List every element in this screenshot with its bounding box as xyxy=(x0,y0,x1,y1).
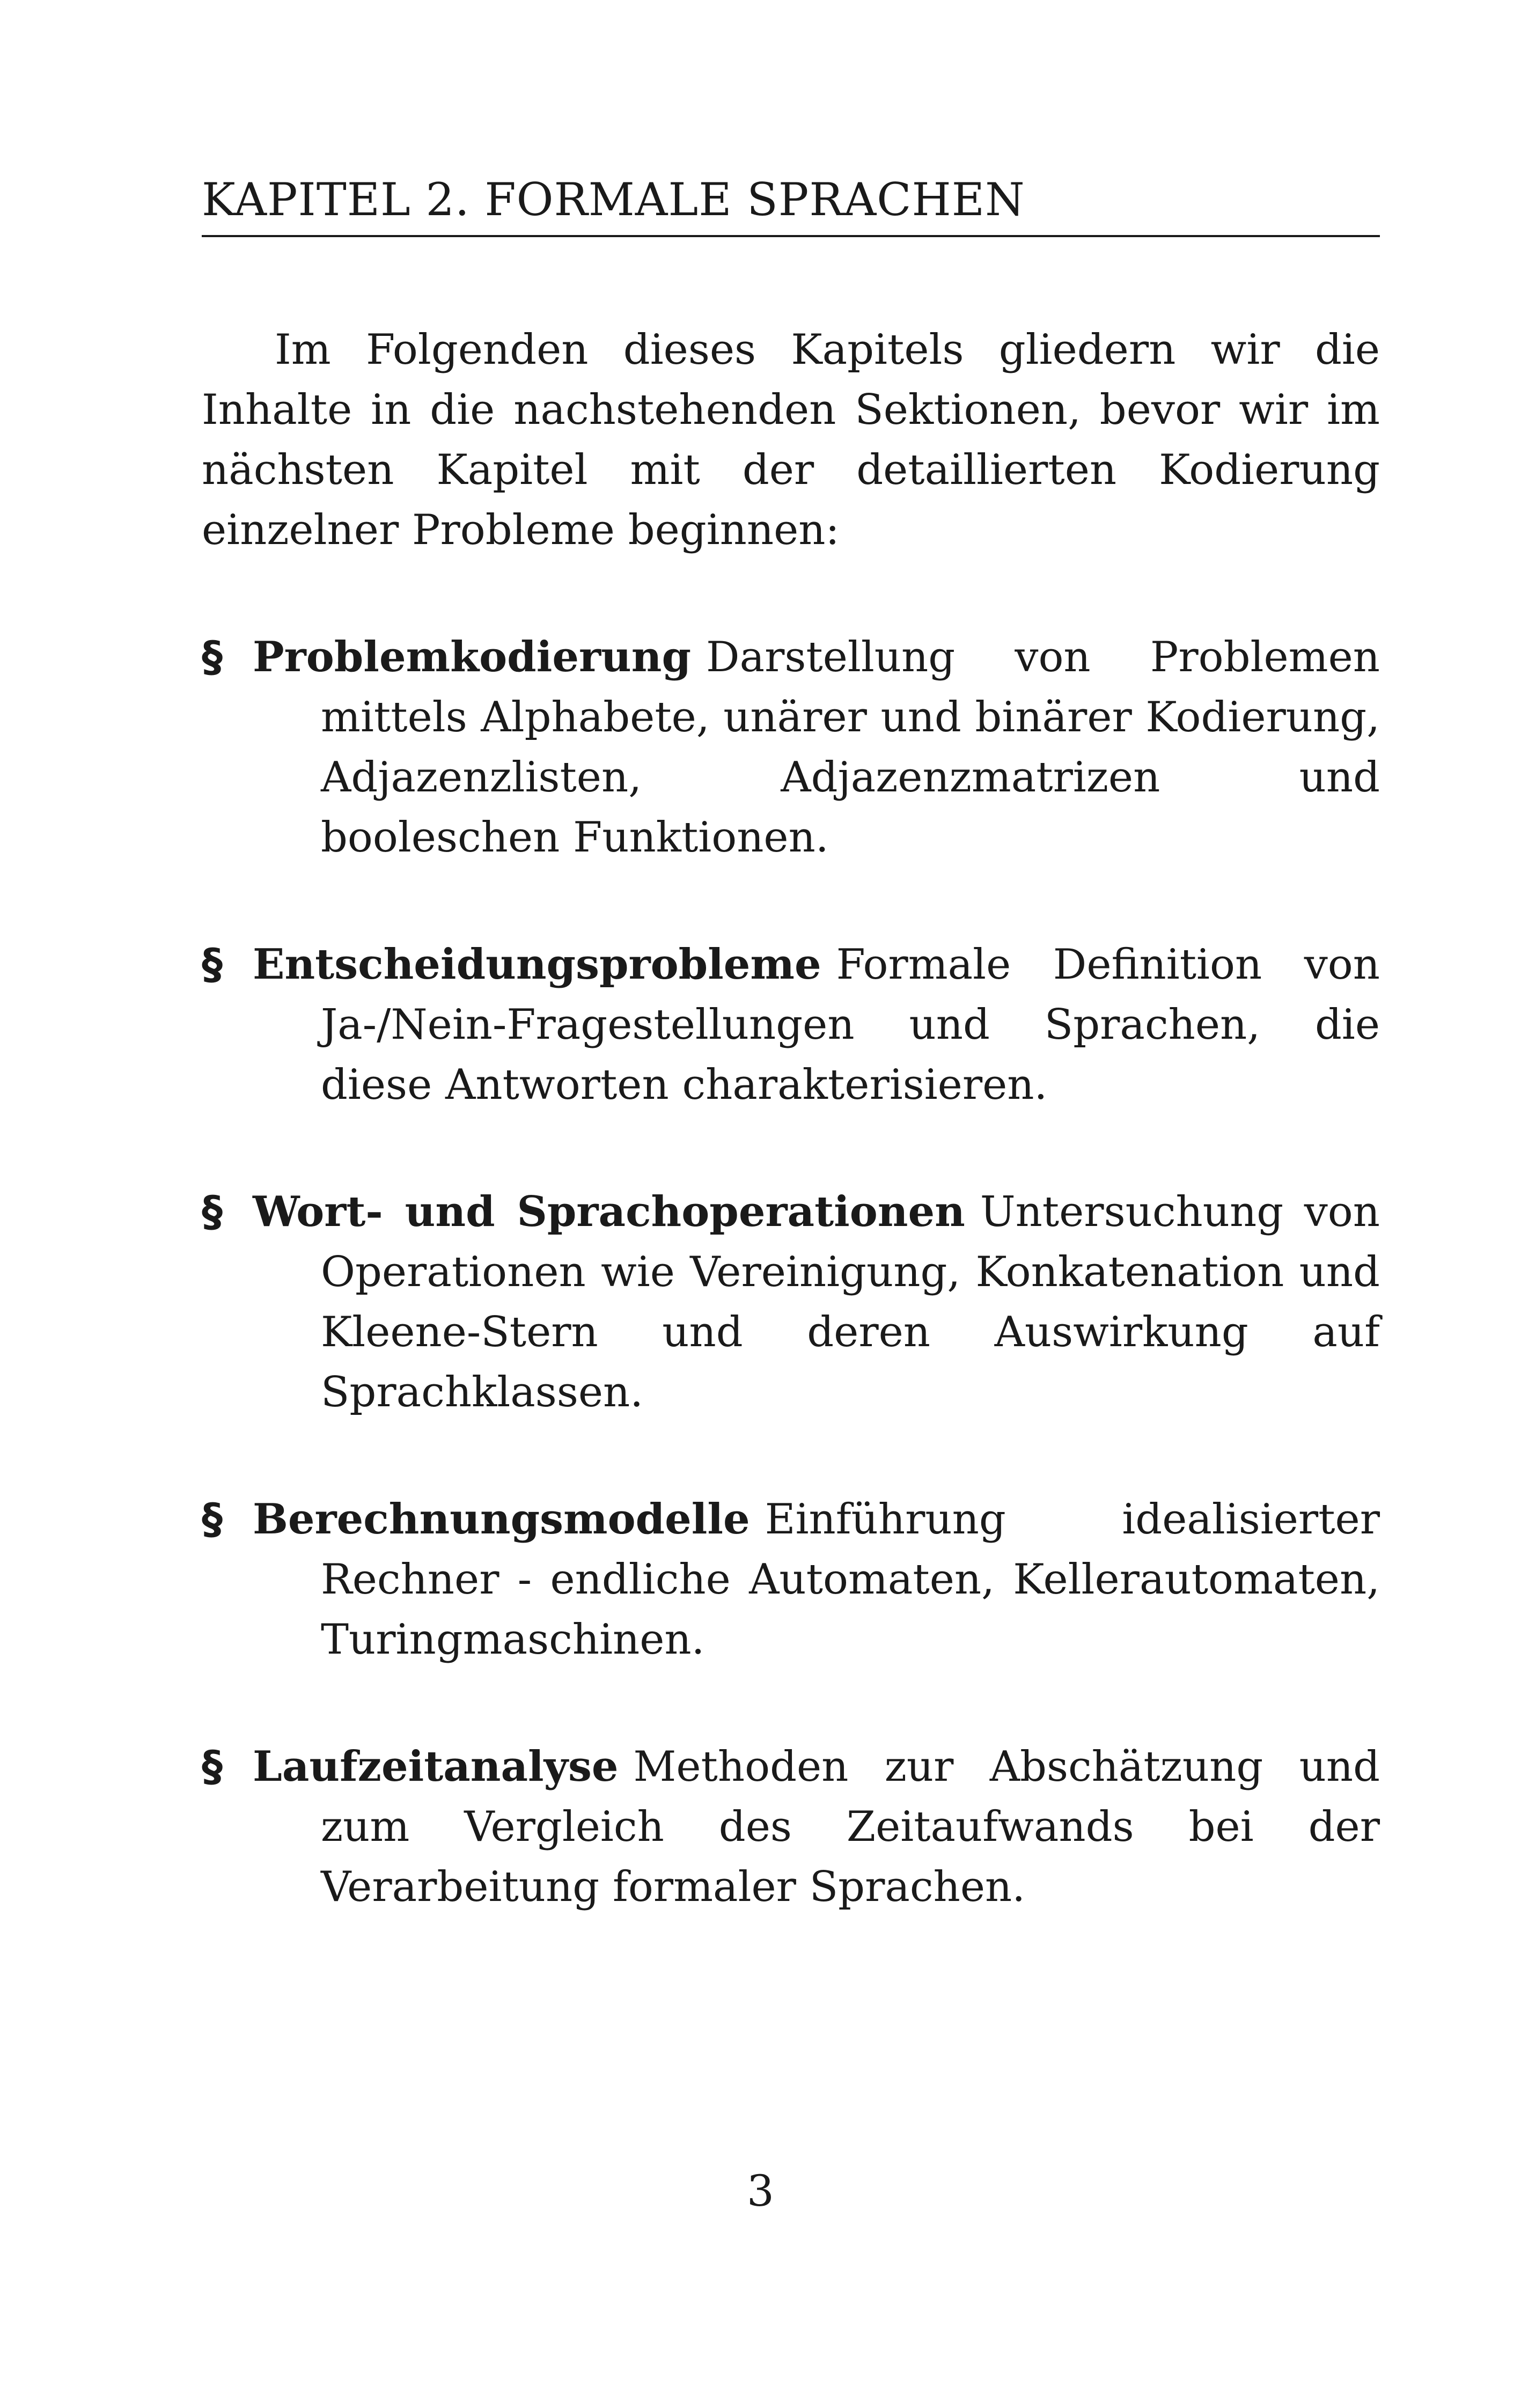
section-item-wort-und-sprachoperationen xyxy=(202,1182,1380,1422)
section-mark-icon: § xyxy=(202,1188,223,1236)
section-term: Wort- und Sprachoperationen xyxy=(253,1187,965,1236)
section-term: Laufzeitanalyse xyxy=(253,1742,619,1791)
section-mark-icon: § xyxy=(202,1495,223,1544)
section-term: Berechnungsmodelle xyxy=(253,1495,750,1544)
section-item-entscheidungsprobleme xyxy=(202,935,1380,1115)
section-list xyxy=(202,627,1380,1917)
section-item-problemkodierung xyxy=(202,627,1380,868)
intro-paragraph: Im Folgenden dieses Kapitels gliedern wir die Inhalte in die nachstehenden Sektionen, bevor wir im nächsten Kapitel mit der detaillierten Kodierung einzelner Probleme beginnen: xyxy=(202,326,1380,554)
section-mark-icon: § xyxy=(202,1743,223,1791)
section-description: Einführung idealisierter Rechner - endliche Automaten, Kellerautomaten, Turingmaschinen. xyxy=(321,1495,1380,1664)
section-item-berechnungsmodelle xyxy=(202,1489,1380,1670)
section-description: Untersuchung von Operationen wie Vereinigung, Konkatenation und Kleene-Stern und deren Auswirkung auf Sprachklassen. xyxy=(321,1188,1380,1416)
section-term: Entscheidungsprobleme xyxy=(253,940,821,989)
page-number: 3 xyxy=(747,2166,774,2216)
section-item-laufzeitanalyse xyxy=(202,1737,1380,1917)
section-description: Methoden zur Abschätzung und zum Vergleich des Zeitaufwands bei der Verarbeitung formaler Sprachen. xyxy=(321,1743,1380,1911)
header-rule xyxy=(202,235,1380,237)
section-description: Formale Definition von Ja-/Nein-Fragestellungen und Sprachen, die diese Antworten charakterisieren. xyxy=(321,941,1380,1109)
page-body xyxy=(202,320,1380,1917)
section-description: Darstellung von Problemen mittels Alphabete, unärer und binärer Kodierung, Adjazenzlisten, Adjazenzmatrizen und booleschen Funktionen. xyxy=(321,633,1380,862)
section-mark-icon: § xyxy=(202,633,223,681)
section-mark-icon: § xyxy=(202,941,223,989)
running-header: KAPITEL 2. FORMALE SPRACHEN xyxy=(202,173,1025,226)
section-term: Problemkodierung xyxy=(253,633,692,681)
